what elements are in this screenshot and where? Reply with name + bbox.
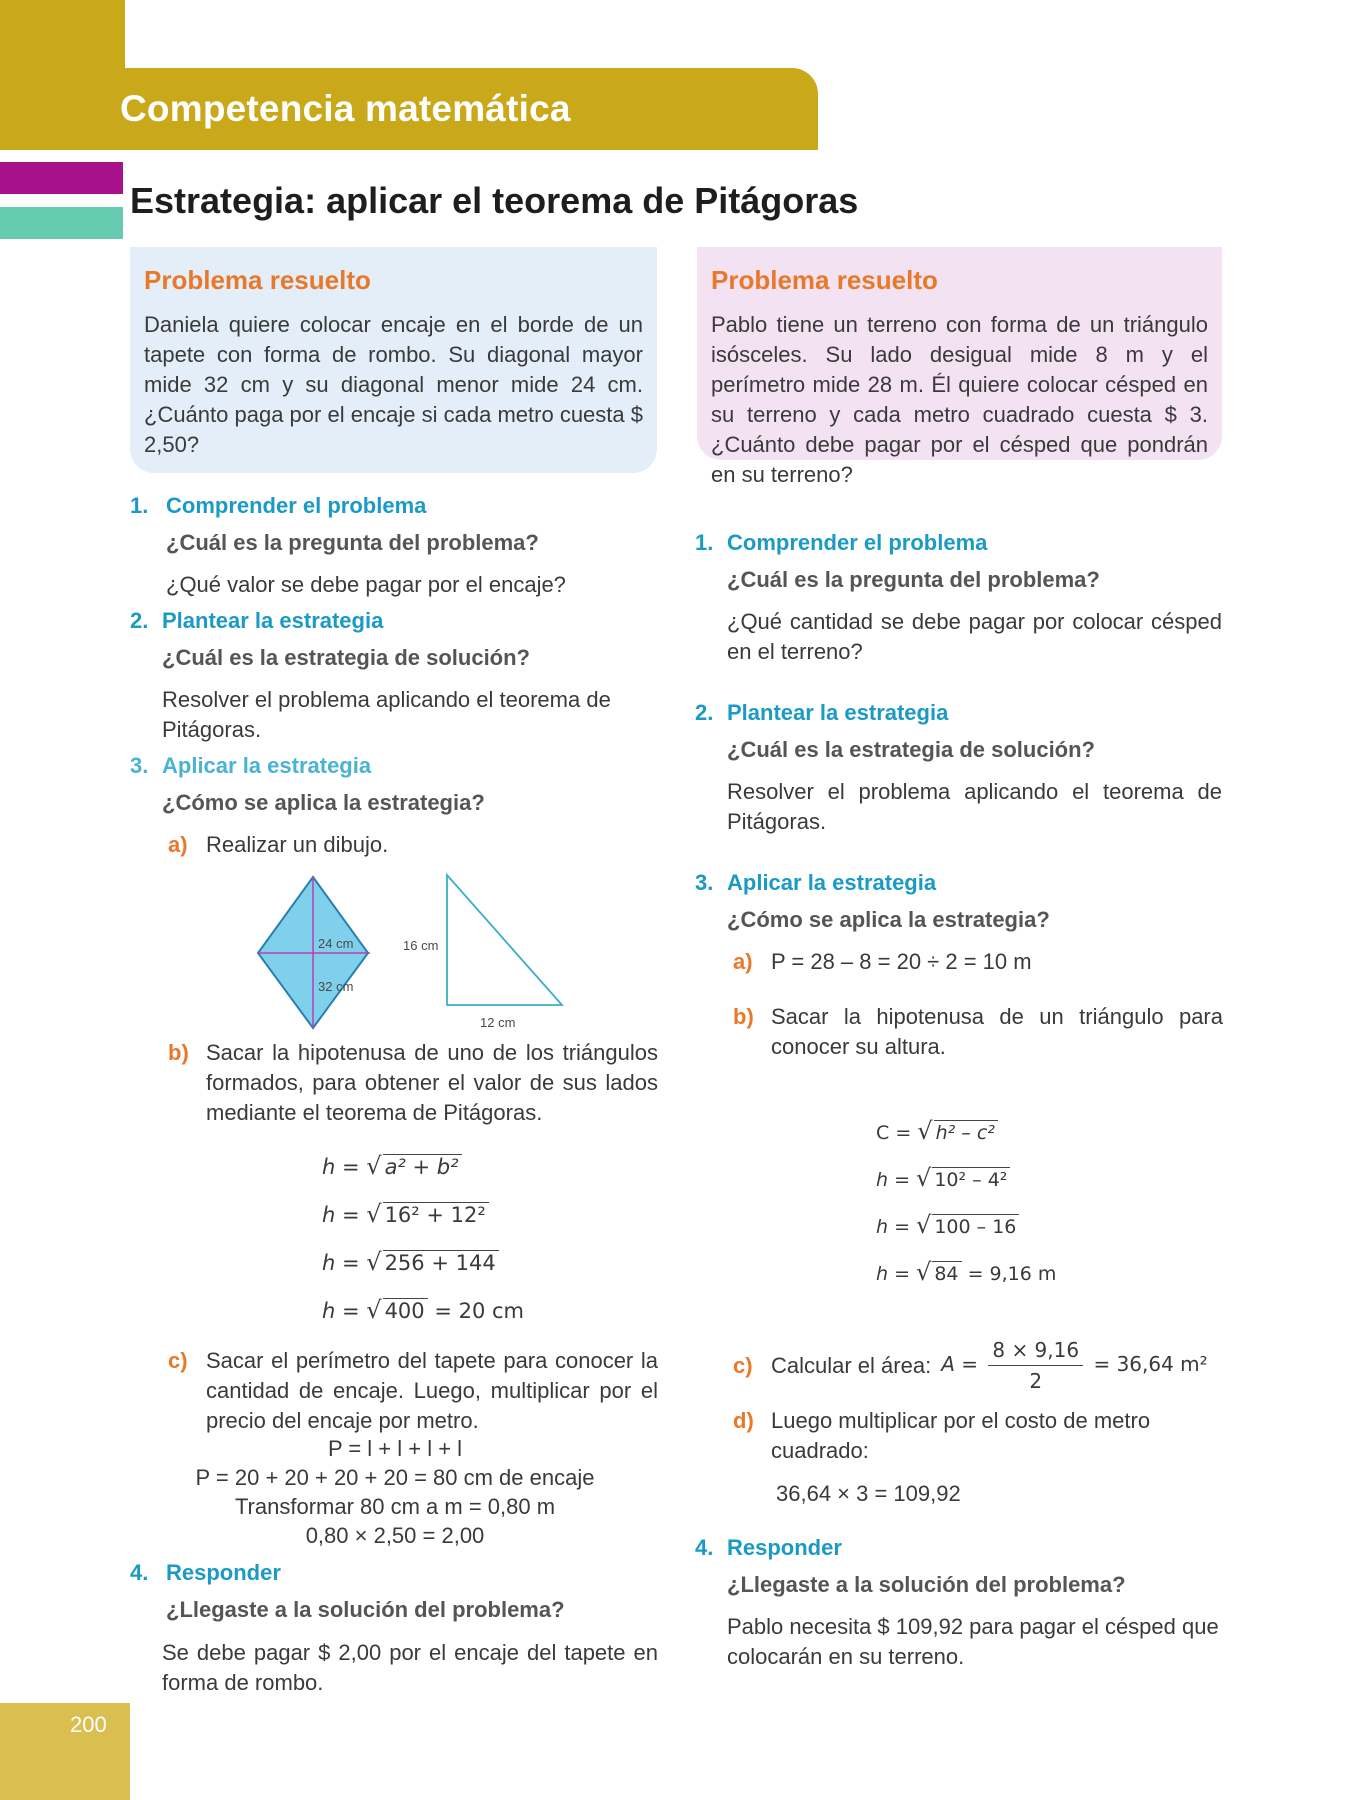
step-question: ¿Cuál es la estrategia de solución? bbox=[162, 645, 530, 670]
formula-lhs: h bbox=[876, 1169, 889, 1191]
calc-line: Transformar 80 cm a m = 0,80 m bbox=[234, 1494, 556, 1519]
sqrt-icon: √ bbox=[366, 1296, 382, 1324]
formula-lhs: h bbox=[322, 1299, 336, 1323]
step-title: Aplicar la estrategia bbox=[162, 753, 372, 778]
calc-line: 36,64 × 3 = 109,92 bbox=[776, 1481, 961, 1506]
step-heading bbox=[130, 608, 383, 634]
step-answer: Se debe pagar $ 2,00 por el encaje del tapete en forma de rombo. bbox=[162, 1640, 658, 1695]
fraction bbox=[988, 1335, 1083, 1396]
step-heading bbox=[695, 700, 948, 726]
step-number: 4. bbox=[130, 1560, 149, 1585]
formula-lhs: h bbox=[322, 1251, 336, 1275]
teal-stripe bbox=[0, 207, 123, 239]
step-title: Responder bbox=[727, 1535, 842, 1560]
sub-step-letter: b) bbox=[168, 1040, 189, 1065]
sub-step-text: Sacar el perímetro del tapete para conocer la cantidad de encaje. Luego, multiplicar por el precio del encaje por metro. bbox=[206, 1348, 658, 1433]
formula-radicand: 100 – 16 bbox=[932, 1214, 1019, 1239]
formula-result: = 20 cm bbox=[434, 1299, 525, 1323]
sqrt-icon: √ bbox=[366, 1200, 382, 1228]
triangle-label-horizontal: 12 cm bbox=[480, 1015, 516, 1030]
step-answer: Pablo necesita $ 109,92 para pagar el césped que colocarán en su terreno. bbox=[727, 1614, 1219, 1669]
formula-radicand: 256 + 144 bbox=[383, 1250, 499, 1275]
step-question: ¿Cuál es la pregunta del problema? bbox=[166, 530, 539, 555]
formula-line: h = √ 16² + 12² bbox=[322, 1200, 489, 1228]
formula-result: = 36,64 m² bbox=[1093, 1352, 1208, 1376]
sub-step-d bbox=[733, 1406, 1203, 1466]
fraction-numerator: 8 × 9,16 bbox=[988, 1335, 1083, 1366]
formula-radicand: 10² – 4² bbox=[932, 1167, 1010, 1192]
magenta-stripe bbox=[0, 162, 123, 194]
step-title: Comprender el problema bbox=[727, 530, 988, 555]
area-formula: A = $\frac{8 \times 9,16}{2}$ = 36,64 m² bbox=[941, 1335, 1208, 1396]
formula-lhs: h bbox=[876, 1216, 889, 1238]
formula-radicand: 84 bbox=[932, 1261, 961, 1286]
step-number: 1. bbox=[130, 493, 149, 518]
step-question: ¿Cuál es la estrategia de solución? bbox=[727, 737, 1095, 762]
step-title: Aplicar la estrategia bbox=[727, 870, 937, 895]
formula-lhs: C bbox=[876, 1122, 890, 1144]
step-title: Plantear la estrategia bbox=[162, 608, 384, 633]
sub-step-letter: a) bbox=[168, 832, 188, 857]
formula-lhs: h bbox=[322, 1203, 336, 1227]
sqrt-icon: √ bbox=[917, 1117, 933, 1145]
step-answer: Resolver el problema aplicando el teorema de Pitágoras. bbox=[162, 687, 611, 742]
formula-line: h = √ 100 – 16 bbox=[876, 1211, 1019, 1239]
calc-line: P = 20 + 20 + 20 + 20 = 80 cm de encaje bbox=[195, 1465, 595, 1490]
formula-line: h = √ 10² – 4² bbox=[876, 1164, 1010, 1192]
diagram-svg bbox=[240, 865, 570, 1035]
sub-step-text: Realizar un dibujo. bbox=[206, 832, 389, 857]
page-footer-block bbox=[0, 1703, 130, 1800]
sub-step-text: Sacar la hipotenusa de un triángulo para conocer su altura. bbox=[771, 1004, 1223, 1059]
formula-lhs: A bbox=[941, 1352, 955, 1376]
formula-radicand: h² – c² bbox=[934, 1120, 998, 1145]
step-number: 2. bbox=[695, 700, 714, 725]
fraction-denominator: 2 bbox=[1029, 1369, 1043, 1393]
sub-step-text: P = 28 – 8 = 20 ÷ 2 = 10 m bbox=[771, 949, 1032, 974]
formula-line: C = √ h² – c² bbox=[876, 1117, 998, 1145]
step-heading bbox=[130, 753, 371, 779]
banner-title: Competencia matemática bbox=[120, 88, 571, 129]
calc-line: P = l + l + l + l bbox=[327, 1436, 463, 1461]
formula-lhs: h bbox=[322, 1155, 336, 1179]
sub-step-letter: d) bbox=[733, 1408, 754, 1433]
rhombus-triangle-diagram bbox=[240, 865, 570, 1040]
sub-step-letter: a) bbox=[733, 949, 753, 974]
sqrt-icon: √ bbox=[366, 1248, 382, 1276]
sub-step-text: Calcular el área: bbox=[771, 1352, 932, 1378]
step-heading bbox=[130, 493, 426, 519]
sqrt-icon: √ bbox=[916, 1258, 932, 1286]
sub-step-a bbox=[168, 830, 658, 860]
sub-step-b bbox=[733, 1002, 1223, 1062]
sub-step-letter: b) bbox=[733, 1004, 754, 1029]
page-number: 200 bbox=[70, 1712, 107, 1737]
formula-radicand: 16² + 12² bbox=[383, 1202, 489, 1227]
problem-heading: Problema resuelto bbox=[144, 265, 371, 295]
step-answer: ¿Qué valor se debe pagar por el encaje? bbox=[166, 572, 566, 597]
step-answer: ¿Qué cantidad se debe pagar por colocar césped en el terreno? bbox=[727, 609, 1222, 664]
step-answer: Resolver el problema aplicando el teorema de Pitágoras. bbox=[727, 779, 1222, 834]
step-heading bbox=[130, 1560, 281, 1586]
formula-lhs: h bbox=[876, 1263, 889, 1285]
sqrt-icon: √ bbox=[916, 1164, 932, 1192]
step-number: 1. bbox=[695, 530, 714, 555]
sub-step-c bbox=[168, 1346, 658, 1436]
problem-heading: Problema resuelto bbox=[711, 265, 938, 295]
sub-step-letter: c) bbox=[168, 1348, 188, 1373]
problem-box-right bbox=[697, 247, 1222, 487]
rhombus-label-major: 32 cm bbox=[318, 979, 354, 994]
rhombus-label-minor: 24 cm bbox=[318, 936, 354, 951]
step-question: ¿Cómo se aplica la estrategia? bbox=[162, 790, 485, 815]
problem-text: Daniela quiere colocar encaje en el borde de un tapete con forma de rombo. Su diagonal mayor mide 32 cm y su diagonal menor mide 24 cm. ¿Cuánto paga por el encaje si cada metro cuesta $ 2,50? bbox=[144, 312, 643, 457]
sub-step-text: Luego multiplicar por el costo de metro cuadrado: bbox=[771, 1408, 1151, 1463]
sub-step-letter: c) bbox=[733, 1352, 753, 1378]
step-question: ¿Cómo se aplica la estrategia? bbox=[727, 907, 1050, 932]
calc-line: 0,80 × 2,50 = 2,00 bbox=[305, 1523, 485, 1548]
formula-line: h = √ a² + b² bbox=[322, 1152, 462, 1180]
step-heading bbox=[695, 870, 936, 896]
step-number: 3. bbox=[130, 753, 149, 778]
sqrt-icon: √ bbox=[916, 1211, 932, 1239]
right-triangle-shape bbox=[447, 875, 562, 1005]
step-title: Responder bbox=[166, 1560, 281, 1585]
step-question: ¿Llegaste a la solución del problema? bbox=[166, 1597, 565, 1622]
sub-step-text: Sacar la hipotenusa de uno de los triángulos formados, para obtener el valor de sus lados mediante el teorema de Pitágoras. bbox=[206, 1040, 658, 1125]
formula-result: = 9,16 m bbox=[967, 1263, 1057, 1285]
step-number: 4. bbox=[695, 1535, 714, 1560]
formula-radicand: 400 bbox=[383, 1298, 428, 1323]
step-question: ¿Llegaste a la solución del problema? bbox=[727, 1572, 1126, 1597]
step-heading bbox=[695, 530, 987, 556]
sub-step-c bbox=[733, 1335, 1233, 1396]
step-title: Comprender el problema bbox=[166, 493, 427, 518]
formula-radicand: a² + b² bbox=[383, 1154, 462, 1179]
formula-line: h = √ 256 + 144 bbox=[322, 1248, 499, 1276]
step-number: 2. bbox=[130, 608, 149, 633]
problem-box-left bbox=[130, 247, 657, 473]
section-title: Estrategia: aplicar el teorema de Pitágoras bbox=[130, 180, 859, 221]
step-number: 3. bbox=[695, 870, 714, 895]
formula-line: h = √ 400 = 20 cm bbox=[322, 1296, 525, 1324]
formula-line: h = √ 84 = 9,16 m bbox=[876, 1258, 1057, 1286]
sqrt-icon: √ bbox=[366, 1152, 382, 1180]
step-title: Plantear la estrategia bbox=[727, 700, 949, 725]
triangle-label-vertical: 16 cm bbox=[403, 938, 439, 953]
problem-text: Pablo tiene un terreno con forma de un triángulo isósceles. Su lado desigual mide 8 m y el perímetro mide 28 m. Él quiere colocar césped en su terreno y cada metro cuadrado cuesta $ 3. ¿Cuánto debe pagar por el césped que pondrán en su terreno? bbox=[711, 312, 1208, 487]
sub-step-a bbox=[733, 947, 1223, 977]
sub-step-b bbox=[168, 1038, 658, 1128]
step-question: ¿Cuál es la pregunta del problema? bbox=[727, 567, 1100, 592]
step-heading bbox=[695, 1535, 842, 1561]
